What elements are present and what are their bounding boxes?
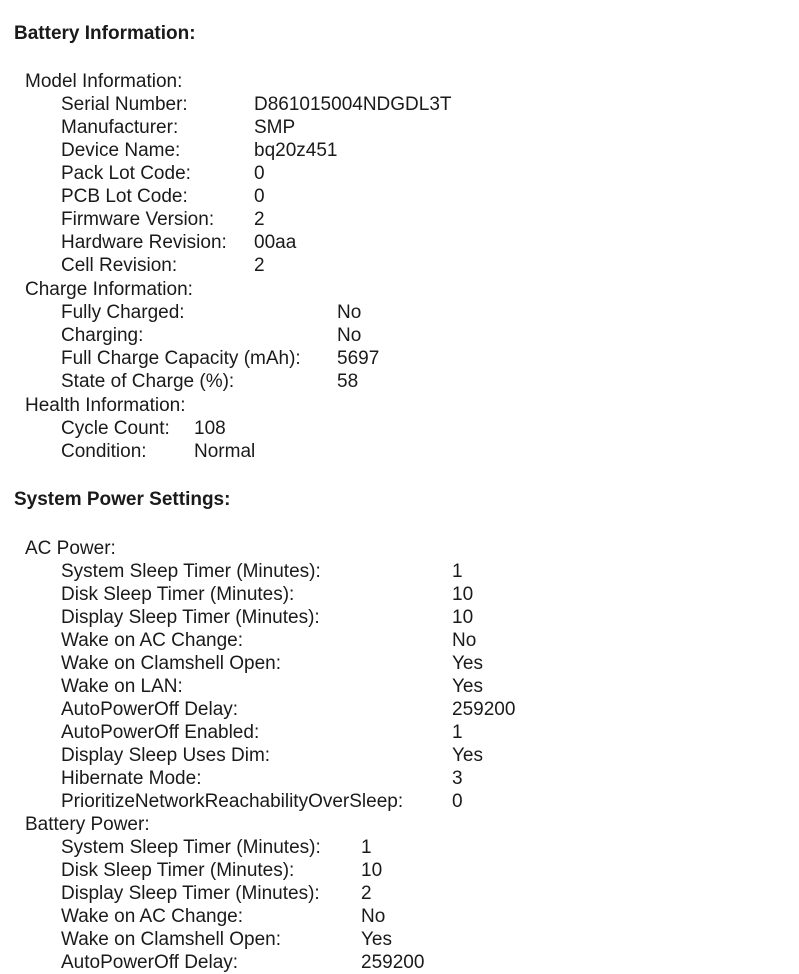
state-of-charge-value: 58 (337, 371, 359, 392)
row-label: AutoPowerOff Delay: (61, 952, 239, 973)
row-label: Display Sleep Timer (Minutes): (61, 607, 320, 628)
row-label: Serial Number: (61, 94, 188, 115)
row-label: PCB Lot Code: (61, 186, 188, 207)
ac-system-sleep-timer-value: 1 (452, 561, 463, 582)
ac-wake-on-clamshell-open-row (61, 652, 483, 675)
system-power-settings-title: System Power Settings: (14, 489, 231, 510)
model-information-heading: Model Information: (25, 71, 183, 92)
ac-prioritize-network-value: 0 (452, 791, 463, 812)
serial-number-row (61, 93, 452, 116)
row-label: System Sleep Timer (Minutes): (61, 561, 321, 582)
condition-row (61, 440, 256, 463)
ac-system-sleep-timer-row (61, 560, 463, 583)
row-label: Disk Sleep Timer (Minutes): (61, 584, 295, 605)
row-label: Wake on Clamshell Open: (61, 929, 282, 950)
device-name-row (61, 139, 338, 162)
row-label: Manufacturer: (61, 117, 179, 138)
manufacturer-value: SMP (254, 117, 296, 138)
batt-wake-on-clamshell-open-value: Yes (361, 929, 392, 950)
pack-lot-code-row (61, 162, 265, 185)
pcb-lot-code-value: 0 (254, 186, 265, 207)
row-label: Wake on Clamshell Open: (61, 653, 282, 674)
batt-wake-on-ac-change-value: No (361, 906, 386, 927)
ac-display-sleep-timer-row (61, 606, 474, 629)
charging-value: No (337, 325, 362, 346)
ac-wake-on-lan-row (61, 675, 483, 698)
health-information-heading: Health Information: (25, 395, 186, 416)
ac-disk-sleep-timer-row (61, 583, 474, 606)
firmware-version-row (61, 208, 265, 231)
ac-wake-on-ac-change-value: No (452, 630, 477, 651)
ac-hibernate-mode-value: 3 (452, 768, 463, 789)
row-label: Device Name: (61, 140, 181, 161)
row-label: PrioritizeNetworkReachabilityOverSleep: (61, 791, 404, 812)
row-label: Wake on AC Change: (61, 630, 244, 651)
row-label: Display Sleep Uses Dim: (61, 745, 271, 766)
full-charge-capacity-value: 5697 (337, 348, 380, 369)
cycle-count-value: 108 (194, 418, 226, 439)
ac-power-heading: AC Power: (25, 538, 116, 559)
batt-system-sleep-timer-row (61, 836, 372, 859)
charging-row (61, 324, 362, 347)
row-label: Cycle Count: (61, 418, 170, 439)
row-label: State of Charge (%): (61, 371, 235, 392)
row-label: Condition: (61, 441, 147, 462)
battery-information-title: Battery Information: (14, 23, 196, 44)
row-label: Wake on AC Change: (61, 906, 244, 927)
row-label: Fully Charged: (61, 302, 185, 323)
cell-revision-value: 2 (254, 255, 265, 276)
hardware-revision-value: 00aa (254, 232, 297, 253)
device-name-value: bq20z451 (254, 140, 338, 161)
ac-autopoweroff-delay-value: 259200 (452, 699, 516, 720)
charge-information-heading: Charge Information: (25, 279, 193, 300)
row-label: Display Sleep Timer (Minutes): (61, 883, 320, 904)
ac-autopoweroff-enabled-value: 1 (452, 722, 463, 743)
cell-revision-row (61, 254, 265, 277)
ac-display-sleep-uses-dim-value: Yes (452, 745, 483, 766)
row-label: System Sleep Timer (Minutes): (61, 837, 321, 858)
ac-display-sleep-timer-value: 10 (452, 607, 474, 628)
batt-display-sleep-timer-value: 2 (361, 883, 372, 904)
fully-charged-row (61, 301, 362, 324)
row-label: Cell Revision: (61, 255, 178, 276)
cycle-count-row (61, 417, 226, 440)
row-label: Full Charge Capacity (mAh): (61, 348, 301, 369)
row-label: Disk Sleep Timer (Minutes): (61, 860, 295, 881)
ac-display-sleep-uses-dim-row (61, 744, 483, 767)
row-label: AutoPowerOff Enabled: (61, 722, 260, 743)
ac-autopoweroff-delay-row (61, 698, 516, 721)
row-label: Hibernate Mode: (61, 768, 202, 789)
batt-wake-on-clamshell-open-row (61, 928, 392, 951)
ac-wake-on-lan-value: Yes (452, 676, 483, 697)
ac-wake-on-ac-change-row (61, 629, 477, 652)
fully-charged-value: No (337, 302, 362, 323)
batt-display-sleep-timer-row (61, 882, 372, 905)
ac-autopoweroff-enabled-row (61, 721, 463, 744)
serial-number-value: D861015004NDGDL3T (254, 94, 452, 115)
ac-wake-on-clamshell-open-value: Yes (452, 653, 483, 674)
batt-autopoweroff-delay-row (61, 951, 425, 974)
manufacturer-row (61, 116, 296, 139)
batt-wake-on-ac-change-row (61, 905, 386, 928)
row-label: Hardware Revision: (61, 232, 227, 253)
firmware-version-value: 2 (254, 209, 265, 230)
batt-system-sleep-timer-value: 1 (361, 837, 372, 858)
row-label: AutoPowerOff Delay: (61, 699, 239, 720)
pcb-lot-code-row (61, 185, 265, 208)
row-label: Firmware Version: (61, 209, 215, 230)
batt-disk-sleep-timer-row (61, 859, 383, 882)
ac-hibernate-mode-row (61, 767, 463, 790)
pack-lot-code-value: 0 (254, 163, 265, 184)
ac-disk-sleep-timer-value: 10 (452, 584, 474, 605)
batt-disk-sleep-timer-value: 10 (361, 860, 383, 881)
battery-power-heading: Battery Power: (25, 814, 150, 835)
state-of-charge-row (61, 370, 359, 393)
full-charge-capacity-row (61, 347, 380, 370)
row-label: Charging: (61, 325, 144, 346)
row-label: Pack Lot Code: (61, 163, 191, 184)
row-label: Wake on LAN: (61, 676, 183, 697)
batt-autopoweroff-delay-value: 259200 (361, 952, 425, 973)
condition-value: Normal (194, 441, 256, 462)
hardware-revision-row (61, 231, 297, 254)
ac-prioritize-network-row (61, 790, 463, 813)
